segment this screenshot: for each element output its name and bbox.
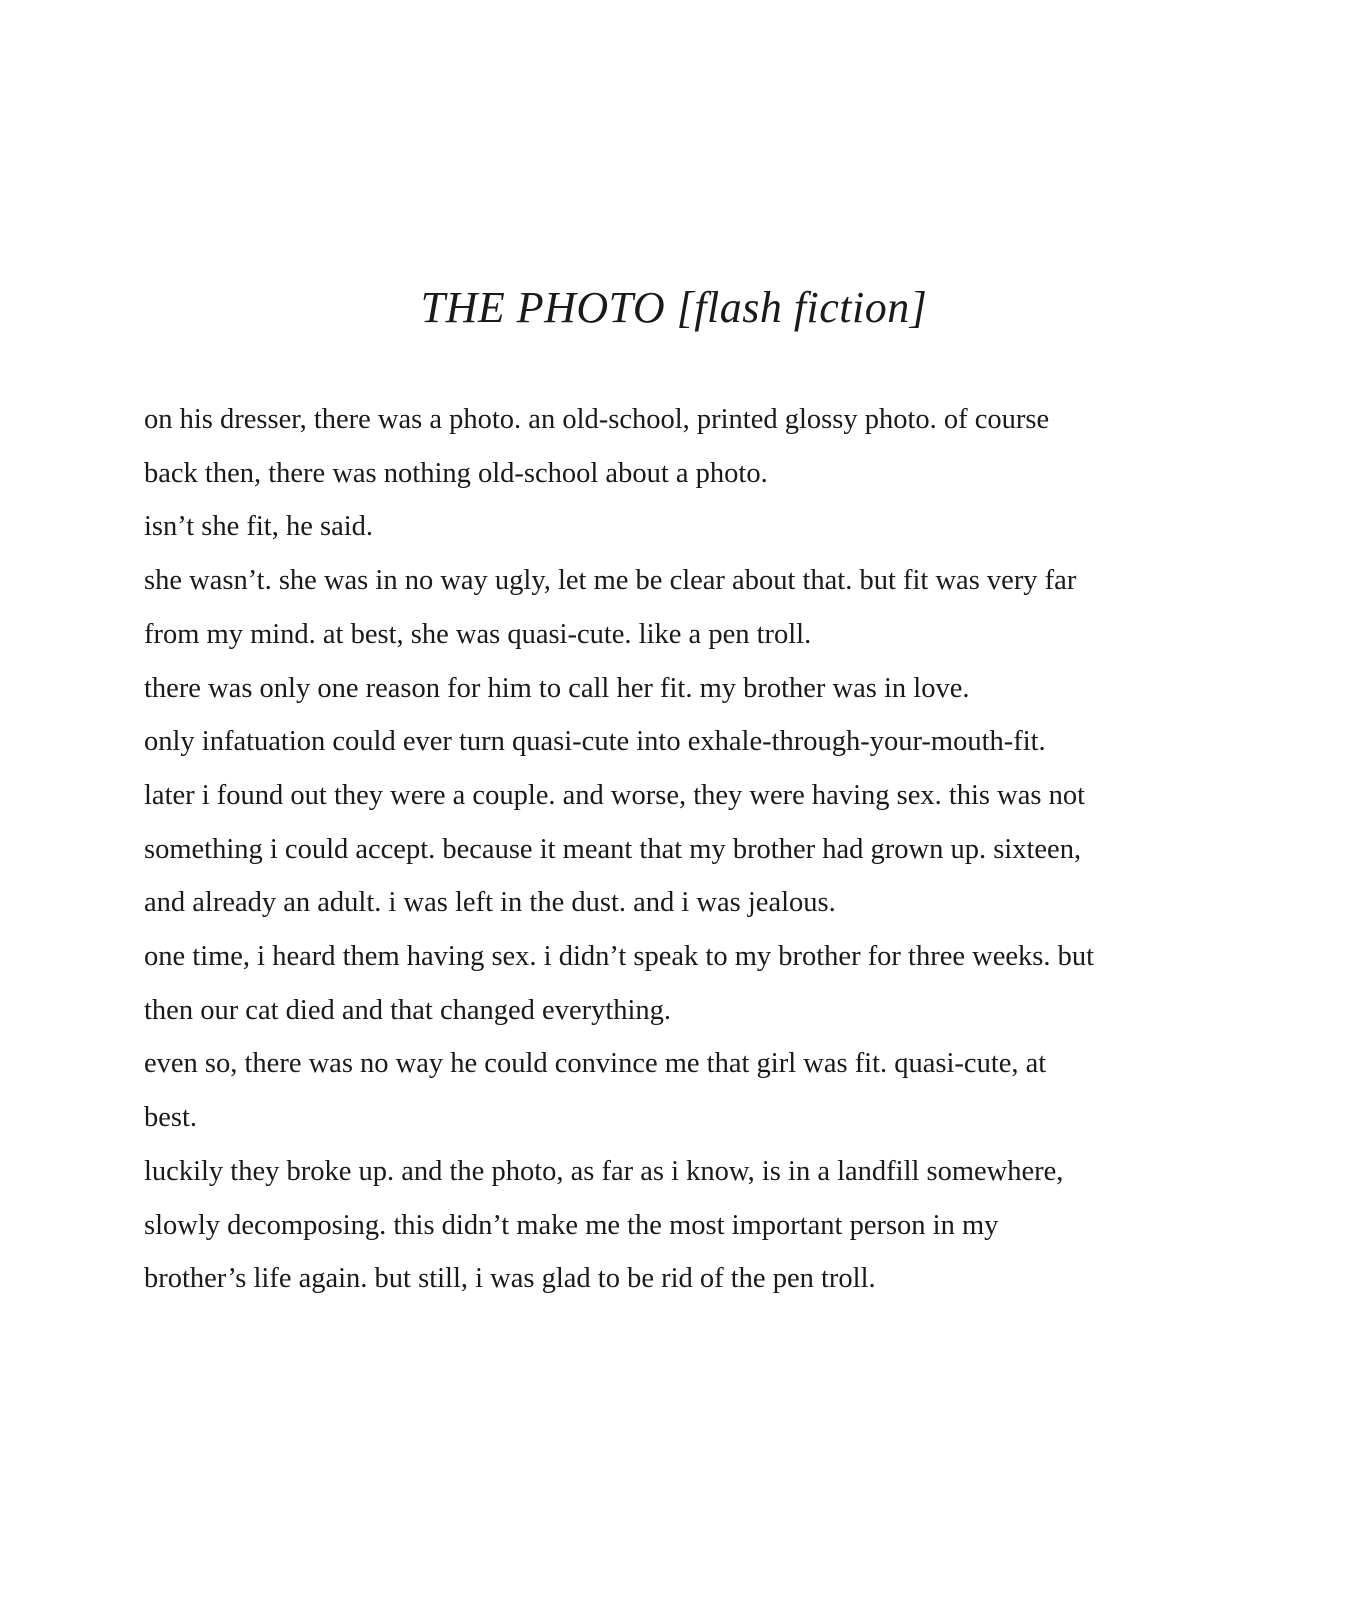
story-line: there was only one reason for him to call her fit. my brother was in love. bbox=[144, 672, 970, 704]
story-line: back then, there was nothing old-school about a photo. bbox=[144, 457, 768, 489]
story-line: and already an adult. i was left in the dust. and i was jealous. bbox=[144, 887, 836, 919]
story-line: one time, i heard them having sex. i didn’t speak to my brother for three weeks. but bbox=[144, 941, 1095, 973]
story-line: luckily they broke up. and the photo, as far as i know, is in a landfill somewhere, bbox=[144, 1155, 1064, 1187]
story-line: on his dresser, there was a photo. an old-school, printed glossy photo. of course bbox=[144, 404, 1050, 435]
story-line: only infatuation could ever turn quasi-cute into exhale-through-your-mouth-fit. bbox=[144, 726, 1046, 758]
story-line: isn’t she fit, he said. bbox=[144, 511, 374, 543]
story-line: later i found out they were a couple. and worse, they were having sex. this was not bbox=[144, 779, 1086, 811]
story-body bbox=[144, 393, 1224, 1306]
story-line: something i could accept. because it meant that my brother had grown up. sixteen, bbox=[144, 833, 1082, 865]
story-line: even so, there was no way he could convince me that girl was fit. quasi-cute, at bbox=[144, 1048, 1047, 1080]
story-line: slowly decomposing. this didn’t make me the most important person in my bbox=[144, 1209, 999, 1241]
story-line: she wasn’t. she was in no way ugly, let me be clear about that. but fit was very far bbox=[144, 565, 1077, 597]
story-line: best. bbox=[144, 1102, 198, 1134]
story-line: from my mind. at best, she was quasi-cute. like a pen troll. bbox=[144, 618, 812, 650]
page-title: THE PHOTO [flash fiction] bbox=[420, 283, 928, 332]
story-line: then our cat died and that changed everything. bbox=[144, 994, 672, 1026]
story-line: brother’s life again. but still, i was glad to be rid of the pen troll. bbox=[144, 1263, 876, 1295]
